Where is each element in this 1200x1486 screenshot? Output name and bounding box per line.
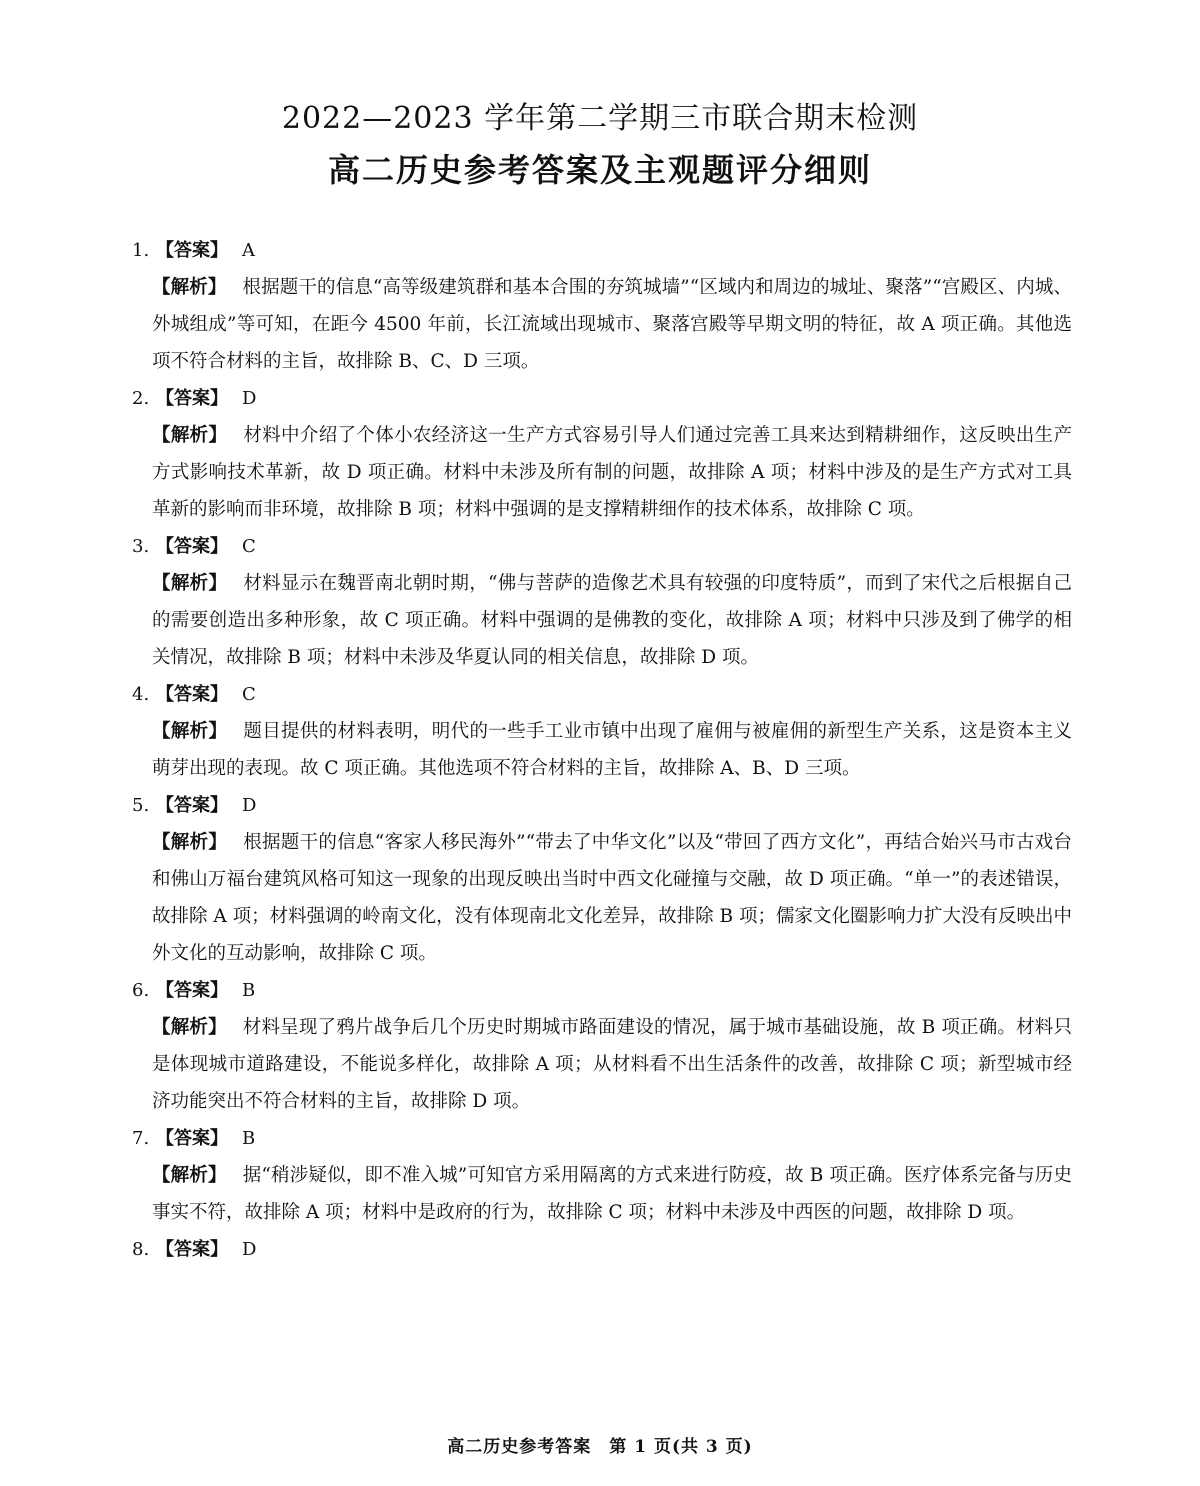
document-title: 高二历史参考答案及主观题评分细则 [327, 151, 872, 189]
question-item [132, 972, 1072, 1120]
analysis-paragraph [152, 1009, 1072, 1120]
analysis-text: 材料中介绍了个体小农经济这一生产方式容易引导人们通过完善工具来达到精耕细作，这反映出生产方式影响技术革新，故 D 项正确。材料中未涉及所有制的问题，故排除 A 项；材料中涉及的是生产方式对工具革新的影响而非环境，故排除 B 项；材料中强调的是支撑精耕细作的技术体系，故排除 C 项。 [152, 425, 1072, 520]
analysis-paragraph [152, 1157, 1072, 1231]
question-number: 4. [132, 684, 150, 705]
answer-line [132, 232, 1072, 269]
question-number: 7. [132, 1128, 150, 1149]
question-number: 1. [132, 240, 150, 261]
answer-label: 【答案】 [156, 1128, 228, 1149]
question-item [132, 787, 1072, 972]
analysis-paragraph [152, 269, 1072, 380]
question-item [132, 232, 1072, 380]
answer-label: 【答案】 [156, 388, 228, 409]
question-item [132, 380, 1072, 528]
analysis-paragraph [152, 417, 1072, 528]
analysis-text: 题目提供的材料表明，明代的一些手工业市镇中出现了雇佣与被雇佣的新型生产关系，这是资本主义萌芽出现的表现。故 C 项正确。其他选项不符合材料的主旨，故排除 A、B、D 三项。 [152, 721, 1072, 779]
question-number: 8. [132, 1239, 150, 1260]
answer-line [132, 1231, 1072, 1268]
analysis-text: 根据题干的信息“客家人移民海外”“带去了中华文化”以及“带回了西方文化”，再结合始兴马市古戏台和佛山万福台建筑风格可知这一现象的出现反映出当时中西文化碰撞与交融，故 D 项正确。“单一”的表述错误，故排除 A 项；材料强调的岭南文化，没有体现南北文化差异，故排除 B 项；儒家文化圈影响力扩大没有反映出中外文化的互动影响，故排除 C 项。 [152, 832, 1072, 964]
question-item [132, 1231, 1072, 1268]
page-footer: 高二历史参考答案 第 1 页(共 3 页) [447, 1437, 753, 1457]
answer-label: 【答案】 [156, 240, 228, 261]
analysis-label: 【解析】 [152, 832, 228, 853]
answer-value: D [242, 1239, 257, 1260]
analysis-label: 【解析】 [152, 721, 228, 742]
answer-value: B [242, 980, 256, 1001]
answer-value: D [242, 388, 257, 409]
answer-line [132, 380, 1072, 417]
question-number: 2. [132, 388, 150, 409]
answer-value: D [242, 795, 257, 816]
analysis-text: 根据题干的信息“高等级建筑群和基本合围的夯筑城墙”“区域内和周边的城址、聚落”“宫殿区、内城、外城组成”等可知，在距今 4500 年前，长江流域出现城市、聚落宫殿等早期文明的特征，故 A 项正确。其他选项不符合材料的主旨，故排除 B、C、D 三项。 [152, 277, 1072, 372]
analysis-paragraph [152, 565, 1072, 676]
question-item [132, 528, 1072, 676]
question-number: 5. [132, 795, 150, 816]
analysis-text: 材料呈现了鸦片战争后几个历史时期城市路面建设的情况，属于城市基础设施，故 B 项正确。材料只是体现城市道路建设，不能说多样化，故排除 A 项；从材料看不出生活条件的改善，故排除 C 项；新型城市经济功能突出不符合材料的主旨，故排除 D 项。 [152, 1017, 1072, 1112]
question-number: 6. [132, 980, 150, 1001]
answer-list [132, 232, 1072, 1268]
analysis-label: 【解析】 [152, 573, 228, 594]
page-header [0, 98, 1200, 192]
analysis-text: 材料显示在魏晋南北朝时期，“佛与菩萨的造像艺术具有较强的印度特质”，而到了宋代之后根据自己的需要创造出多种形象，故 C 项正确。材料中强调的是佛教的变化，故排除 A 项；材料中只涉及到了佛学的相关情况，故排除 B 项；材料中未涉及华夏认同的相关信息，故排除 D 项。 [152, 573, 1072, 668]
answer-value: C [242, 536, 256, 557]
analysis-label: 【解析】 [152, 1017, 227, 1038]
answer-line [132, 676, 1072, 713]
analysis-label: 【解析】 [152, 1165, 227, 1186]
analysis-paragraph [152, 824, 1072, 972]
answer-line [132, 1120, 1072, 1157]
answer-value: B [242, 1128, 256, 1149]
answer-label: 【答案】 [156, 1239, 228, 1260]
analysis-text: 据“稍涉疑似，即不准入城”可知官方采用隔离的方式来进行防疫，故 B 项正确。医疗体系完备与历史事实不符，故排除 A 项；材料中是政府的行为，故排除 C 项；材料中未涉及中西医的问题，故排除 D 项。 [152, 1165, 1072, 1223]
answer-label: 【答案】 [156, 795, 228, 816]
analysis-label: 【解析】 [152, 425, 228, 446]
answer-label: 【答案】 [156, 536, 228, 557]
analysis-paragraph [152, 713, 1072, 787]
question-item [132, 676, 1072, 787]
answer-label: 【答案】 [156, 684, 228, 705]
question-number: 3. [132, 536, 150, 557]
answer-line [132, 787, 1072, 824]
answer-label: 【答案】 [156, 980, 228, 1001]
answer-value: C [242, 684, 256, 705]
answer-line [132, 528, 1072, 565]
answer-line [132, 972, 1072, 1009]
analysis-label: 【解析】 [152, 277, 227, 298]
exam-title: 2022—2023 学年第二学期三市联合期末检测 [281, 101, 919, 136]
answer-value: A [242, 240, 255, 261]
question-item [132, 1120, 1072, 1231]
